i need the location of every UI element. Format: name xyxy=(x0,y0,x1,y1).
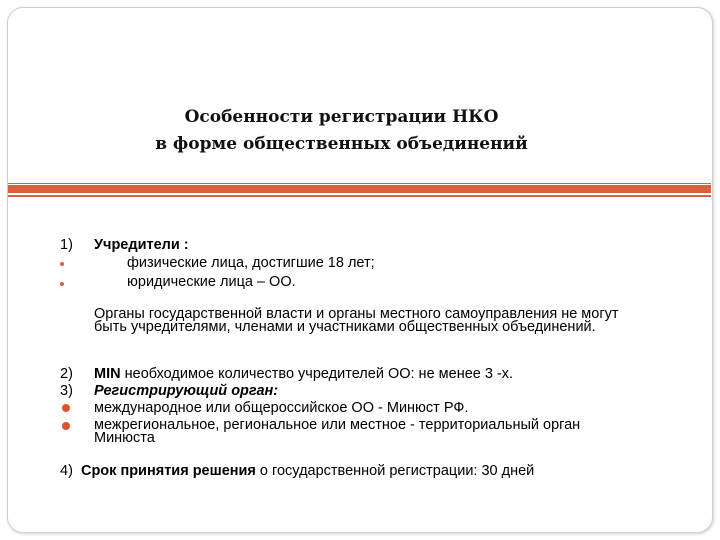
title-divider-bar xyxy=(8,185,711,193)
item4-label: Срок принятия решения xyxy=(80,463,256,479)
item3-label: Регистрирующий орган: xyxy=(94,383,279,399)
item1-bullet-2: юридические лица – ОО. xyxy=(127,274,296,290)
item2-label: MIN xyxy=(94,366,121,382)
item1-number: 1) xyxy=(60,237,73,253)
item2-number: 2) xyxy=(60,366,73,382)
item4-line xyxy=(60,463,534,479)
item1-bullet-1: физические лица, достигшие 18 лет; xyxy=(127,255,375,271)
title-divider-bottom xyxy=(8,195,711,197)
item1-label: Учредители : xyxy=(94,237,189,253)
bullet-dot xyxy=(60,262,64,266)
slide-title xyxy=(0,104,683,158)
title-line-1: Особенности регистрации НКО xyxy=(184,107,499,127)
bullet-dot xyxy=(62,404,70,412)
bullet-dot xyxy=(60,282,64,286)
item3-bullet-2: межрегиональное, региональное или местное - территориальный орган Минюста xyxy=(94,417,581,446)
item3-number: 3) xyxy=(60,383,73,399)
bullet-dot xyxy=(62,422,70,430)
title-line-2: в форме общественных объединений xyxy=(155,134,528,154)
item2-text: необходимое количество учредителей ОО: не менее 3 -х. xyxy=(120,366,514,382)
item4-number: 4) xyxy=(60,463,73,479)
item3-bullet-1: международное или общероссийское ОО - Минюст РФ. xyxy=(94,400,469,416)
item1-note: Органы государственной власти и органы местного самоуправления не могут быть учредителями, членами и участниками общественных объединений. xyxy=(94,306,619,335)
item2-text-line xyxy=(94,366,513,382)
title-divider-top xyxy=(8,183,711,184)
item4-text: о государственной регистрации: 30 дней xyxy=(255,463,535,479)
